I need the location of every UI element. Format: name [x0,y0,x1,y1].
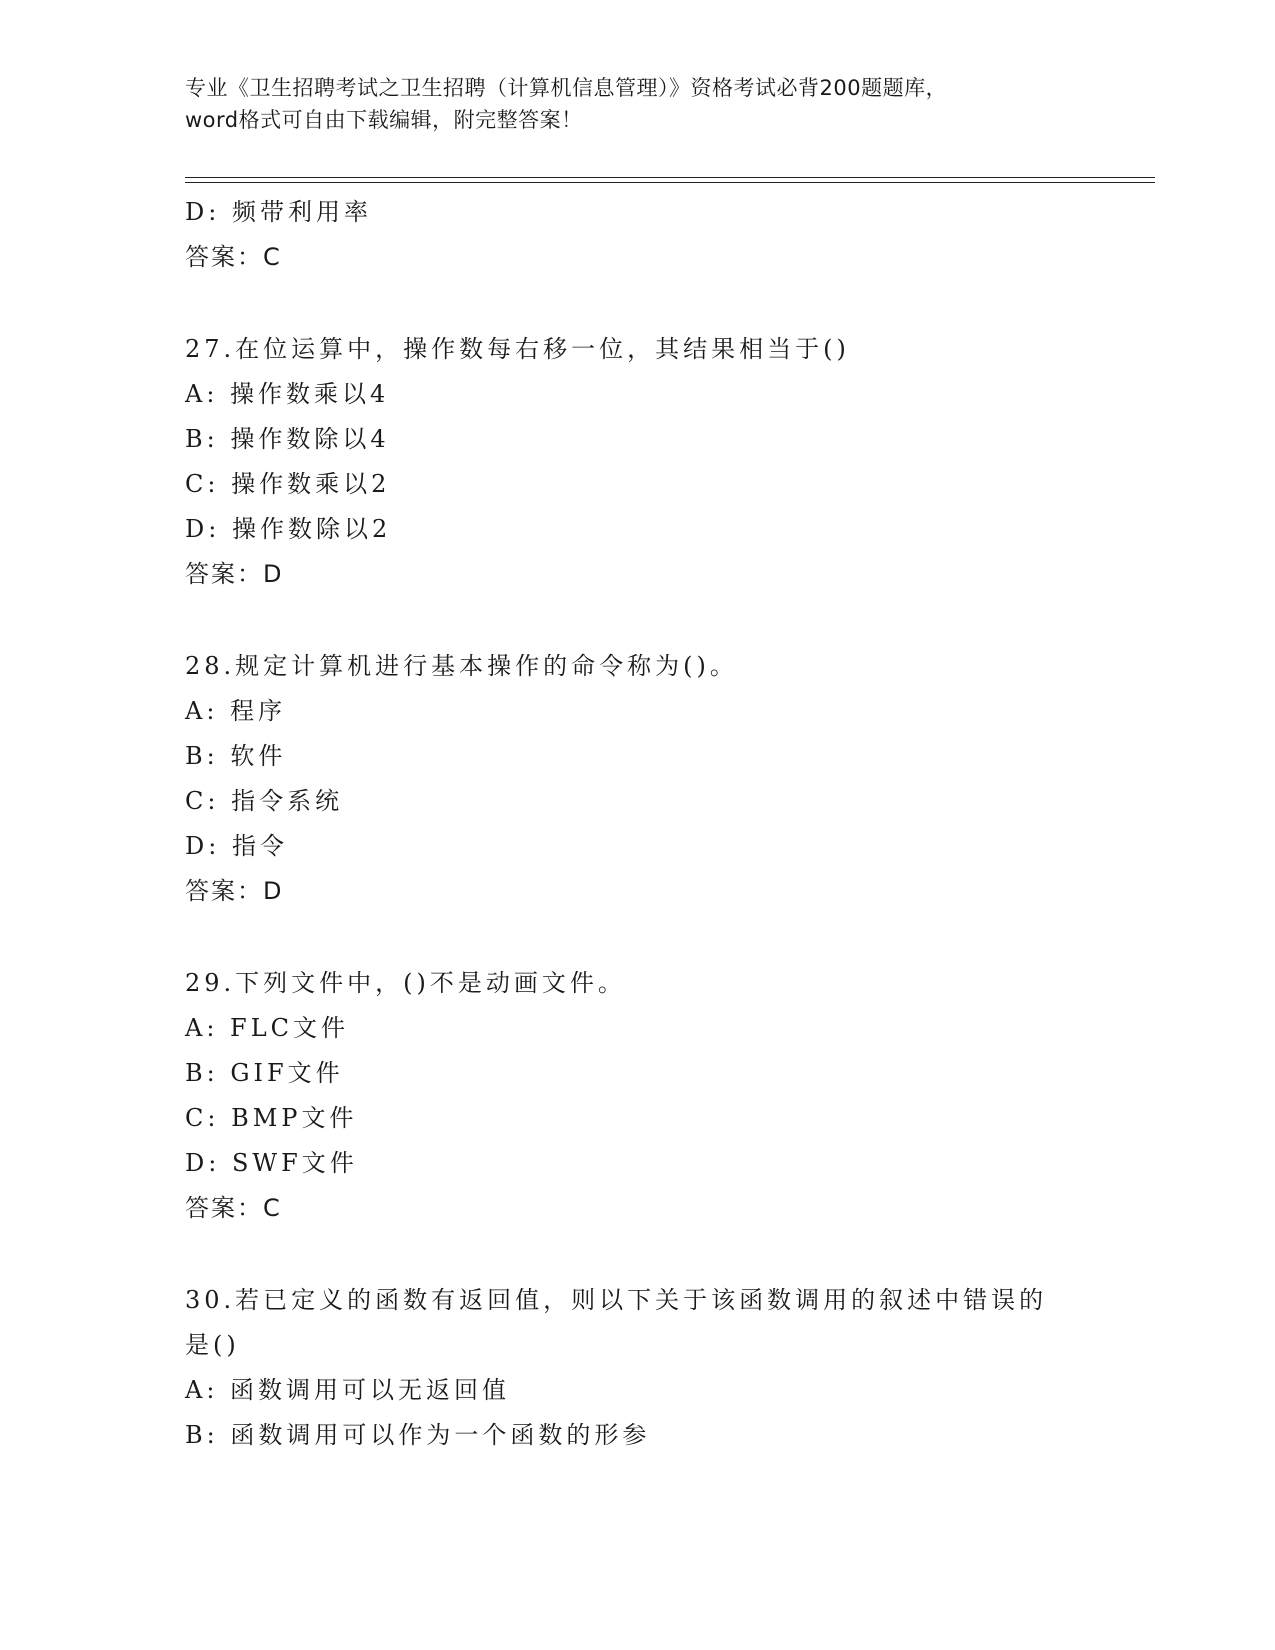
option-b: B: 操作数除以4 [185,425,390,453]
option-d: D: 操作数除以2 [185,515,392,543]
question-30 [185,1278,1085,1458]
option-c: C: 操作数乘以2 [185,470,391,498]
spacer [185,914,1085,961]
question-stem: 28.规定计算机进行基本操作的命令称为()。 [185,652,738,680]
question-29 [185,961,1085,1231]
question-stem: 27.在位运算中，操作数每右移一位，其结果相当于() [185,335,850,363]
answer-line: 答案：C [185,243,282,271]
answer-line: 答案：D [185,560,284,588]
option-a: A: 程序 [185,697,287,725]
question-27 [185,327,1085,597]
option-d: D: 频带利用率 [185,198,372,226]
answer-line: 答案：C [185,1194,282,1222]
question-stem: 29.下列文件中，()不是动画文件。 [185,969,626,997]
spacer [185,1231,1085,1278]
header-divider-top [185,177,1155,178]
option-d: D: 指令 [185,832,288,860]
document-header [185,72,1085,136]
question-28 [185,644,1085,914]
option-c: C: 指令系统 [185,787,344,815]
option-c: C: BMP文件 [185,1104,358,1132]
option-a: A: 函数调用可以无返回值 [185,1376,511,1404]
spacer [185,597,1085,644]
question-stem-line-2: 是() [185,1331,240,1359]
header-title-line-1: 专业《卫生招聘考试之卫生招聘（计算机信息管理）》资格考试必背200题题库， [185,76,948,100]
option-b: B: 函数调用可以作为一个函数的形参 [185,1421,651,1449]
question-stem-line-1: 30.若已定义的函数有返回值，则以下关于该函数调用的叙述中错误的 [185,1286,1048,1314]
option-b: B: 软件 [185,742,287,770]
question-list [185,190,1085,1458]
answer-line: 答案：D [185,877,284,905]
question-26-tail [185,190,1085,280]
option-d: D: SWF文件 [185,1149,358,1177]
spacer [185,280,1085,327]
option-a: A: 操作数乘以4 [185,380,390,408]
option-b: B: GIF文件 [185,1059,344,1087]
header-title-line-2: word格式可自由下载编辑，附完整答案！ [185,108,583,132]
header-divider-bottom [185,182,1155,183]
option-a: A: FLC文件 [185,1014,349,1042]
